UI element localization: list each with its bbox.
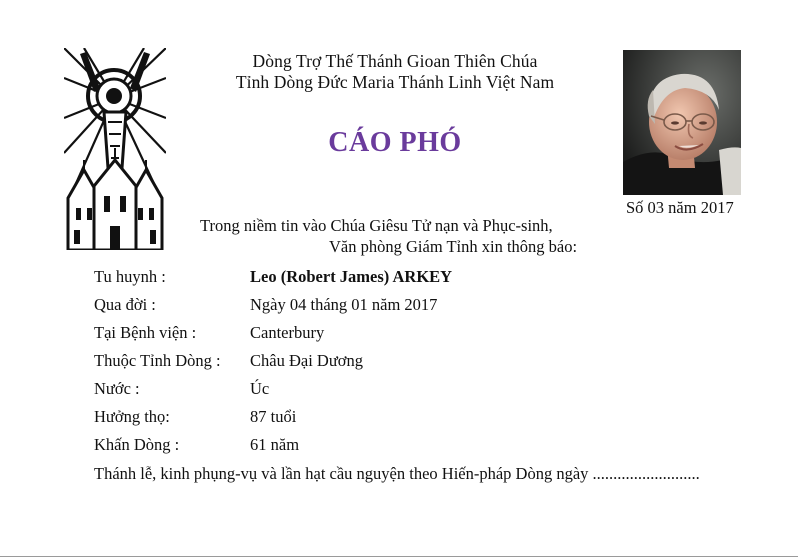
detail-value-hospital: Canterbury xyxy=(250,323,325,342)
intro-line-2: Văn phòng Giám Tỉnh xin thông báo: xyxy=(329,237,578,256)
detail-label-vows: Khấn Dòng : xyxy=(94,435,180,454)
page-edge xyxy=(0,556,798,557)
detail-label-province: Thuộc Tỉnh Dòng : xyxy=(94,351,221,370)
detail-label-country: Nước : xyxy=(94,379,140,398)
province-name: Tỉnh Dòng Đức Maria Thánh Linh Việt Nam xyxy=(235,72,555,92)
detail-value-vows: 61 năm xyxy=(250,435,300,454)
portrait-photo xyxy=(623,50,741,195)
detail-label-age: Hưởng thọ: xyxy=(94,407,170,426)
detail-value-brother: Leo (Robert James) ARKEY xyxy=(250,267,453,286)
detail-label-brother: Tu huynh : xyxy=(94,267,166,286)
mass-notice: Thánh lễ, kinh phụng-vụ và lần hạt cầu nguyện theo Hiến-pháp Dòng ngày .......................... xyxy=(94,464,700,483)
page-title: CÁO PHÓ xyxy=(328,127,462,158)
woodcut-logo-icon xyxy=(64,48,166,250)
detail-value-death: Ngày 04 tháng 01 năm 2017 xyxy=(250,295,438,314)
detail-label-death: Qua đời : xyxy=(94,295,156,314)
detail-value-province: Châu Đại Dương xyxy=(250,351,363,370)
detail-value-age: 87 tuổi xyxy=(250,407,297,426)
detail-label-hospital: Tại Bệnh viện : xyxy=(94,323,197,342)
intro-line-1: Trong niềm tin vào Chúa Giêsu Tử nạn và Phục-sinh, xyxy=(200,216,553,235)
org-name: Dòng Trợ Thế Thánh Gioan Thiên Chúa xyxy=(252,51,538,71)
issue-number: Số 03 năm 2017 xyxy=(626,198,734,217)
detail-value-country: Úc xyxy=(250,379,270,398)
